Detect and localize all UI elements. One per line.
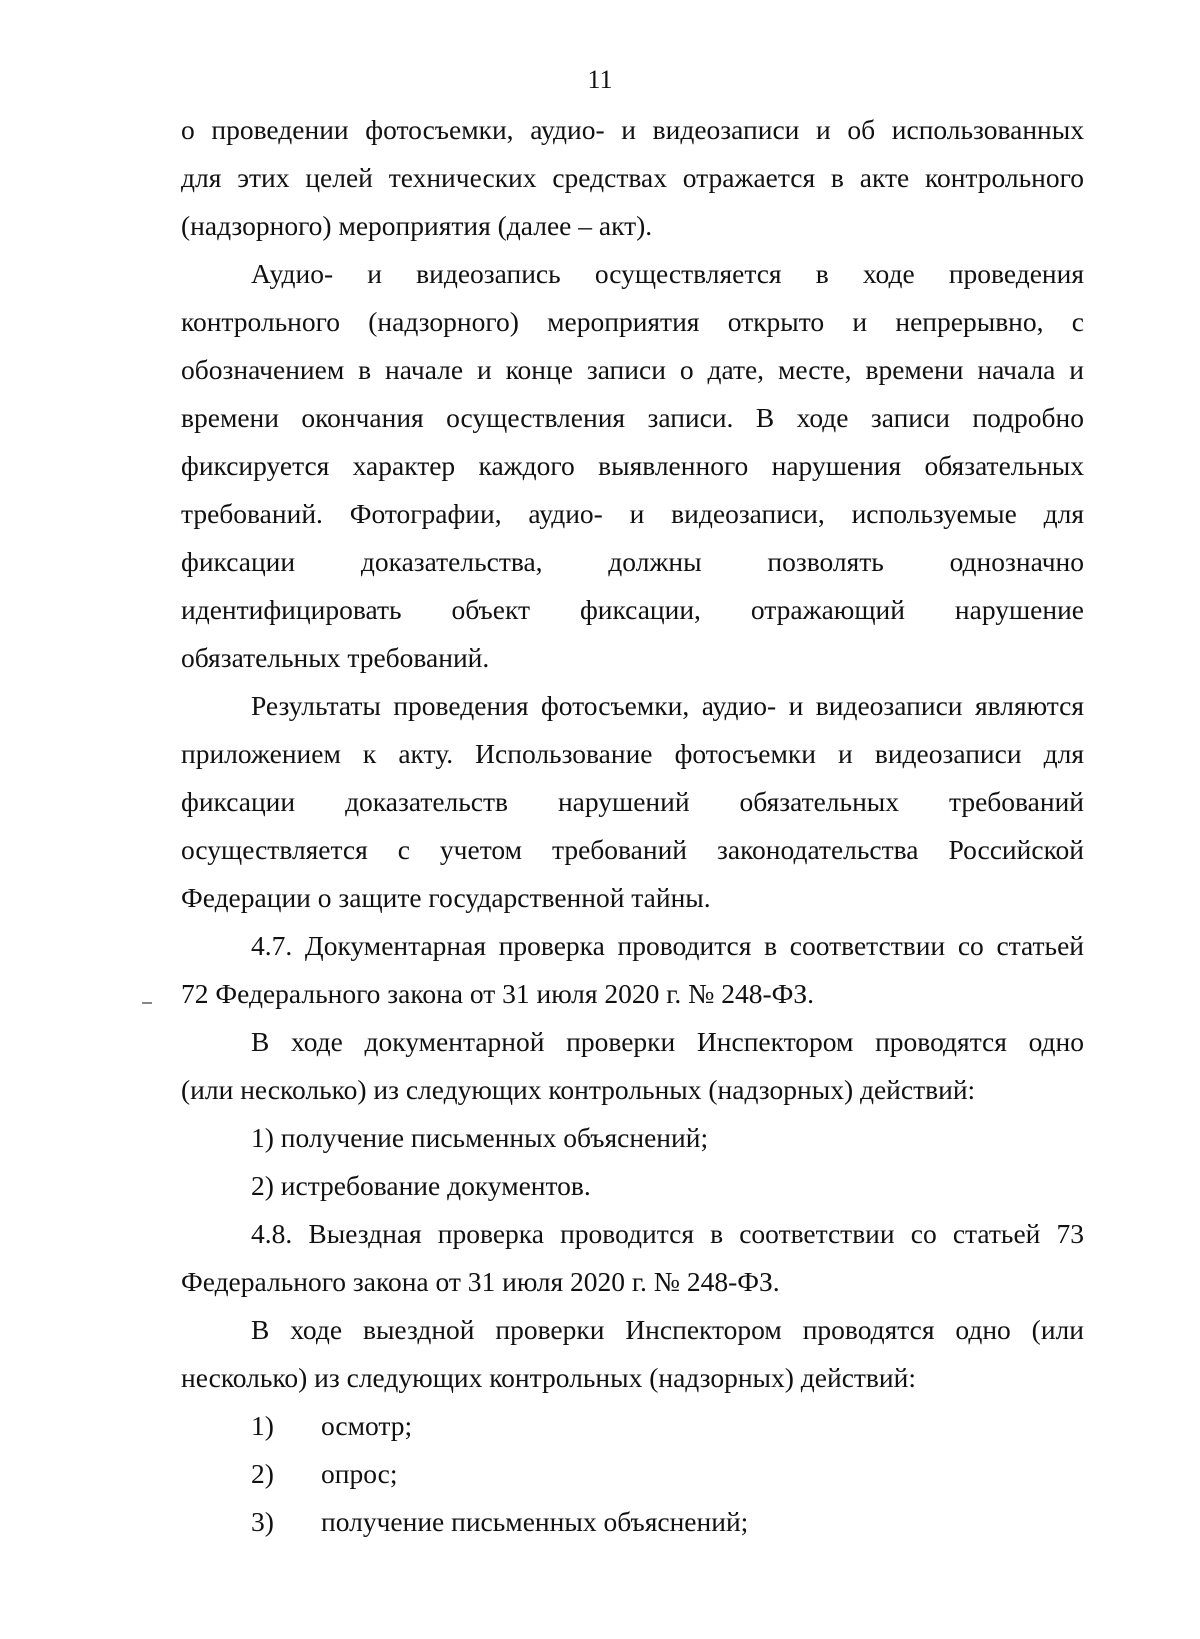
text-line: 72 Федерального закона от 31 июля 2020 г. № 248-ФЗ.	[181, 978, 815, 1009]
text-line: осуществляется с учетом требований законодательства Российской	[181, 834, 1084, 865]
text-line: о проведении фотосъемки, аудио- и видеозаписи и об использованных	[181, 114, 1084, 145]
text-line: приложением к акту. Использование фотосъемки и видеозаписи для	[181, 738, 1084, 769]
text-line: фиксации доказательства, должны позволять однозначно	[181, 546, 1084, 577]
page-number: 11	[587, 65, 613, 94]
text-line: Федерального закона от 31 июля 2020 г. № 248-ФЗ.	[181, 1266, 780, 1297]
text-line: обозначением в начале и конце записи о дате, месте, времени начала и	[181, 354, 1084, 385]
document-body	[181, 106, 1084, 1546]
text-line: фиксации доказательств нарушений обязательных требований	[181, 786, 1084, 817]
text-line: несколько) из следующих контрольных (надзорных) действий:	[181, 1362, 916, 1393]
list-item	[181, 1402, 1084, 1450]
text-line: контрольного (надзорного) мероприятия открыто и непрерывно, с	[181, 306, 1084, 337]
list-item	[181, 1498, 1084, 1546]
text-line: времени окончания осуществления записи. В ходе записи подробно	[181, 402, 1084, 433]
list-item-number: 2)	[251, 1458, 274, 1489]
text-line: (или несколько) из следующих контрольных (надзорных) действий:	[181, 1074, 976, 1105]
text-line: идентифицировать объект фиксации, отражающий нарушение	[181, 594, 1084, 625]
list-item-text: осмотр;	[321, 1410, 413, 1441]
text-line: Аудио- и видеозапись осуществляется в ходе проведения	[251, 258, 1084, 289]
text-line: требований. Фотографии, аудио- и видеозаписи, используемые для	[181, 498, 1084, 529]
text-line: обязательных требований.	[181, 642, 490, 673]
text-line: 4.8. Выездная проверка проводится в соответствии со статьей 73	[251, 1218, 1084, 1249]
text-line: Результаты проведения фотосъемки, аудио- и видеозаписи являются	[251, 690, 1084, 721]
list-item	[181, 1450, 1084, 1498]
text-line: 2) истребование документов.	[251, 1170, 591, 1201]
text-line: 1) получение письменных объяснений;	[251, 1122, 709, 1153]
text-line: для этих целей технических средствах отражается в акте контрольного	[181, 162, 1084, 193]
text-line: В ходе выездной проверки Инспектором проводятся одно (или	[251, 1314, 1084, 1345]
list-item-number: 1)	[251, 1410, 274, 1441]
text-line: (надзорного) мероприятия (далее – акт).	[181, 210, 653, 241]
margin-mark	[142, 1002, 152, 1004]
list-item-text: опрос;	[321, 1458, 398, 1489]
text-line: Федерации о защите государственной тайны.	[181, 882, 711, 913]
text-line: 4.7. Документарная проверка проводится в соответствии со статьей	[251, 930, 1084, 961]
list-item-number: 3)	[251, 1506, 274, 1537]
list-item-text: получение письменных объяснений;	[321, 1506, 749, 1537]
text-line: В ходе документарной проверки Инспектором проводятся одно	[251, 1026, 1084, 1057]
text-line: фиксируется характер каждого выявленного нарушения обязательных	[181, 450, 1084, 481]
